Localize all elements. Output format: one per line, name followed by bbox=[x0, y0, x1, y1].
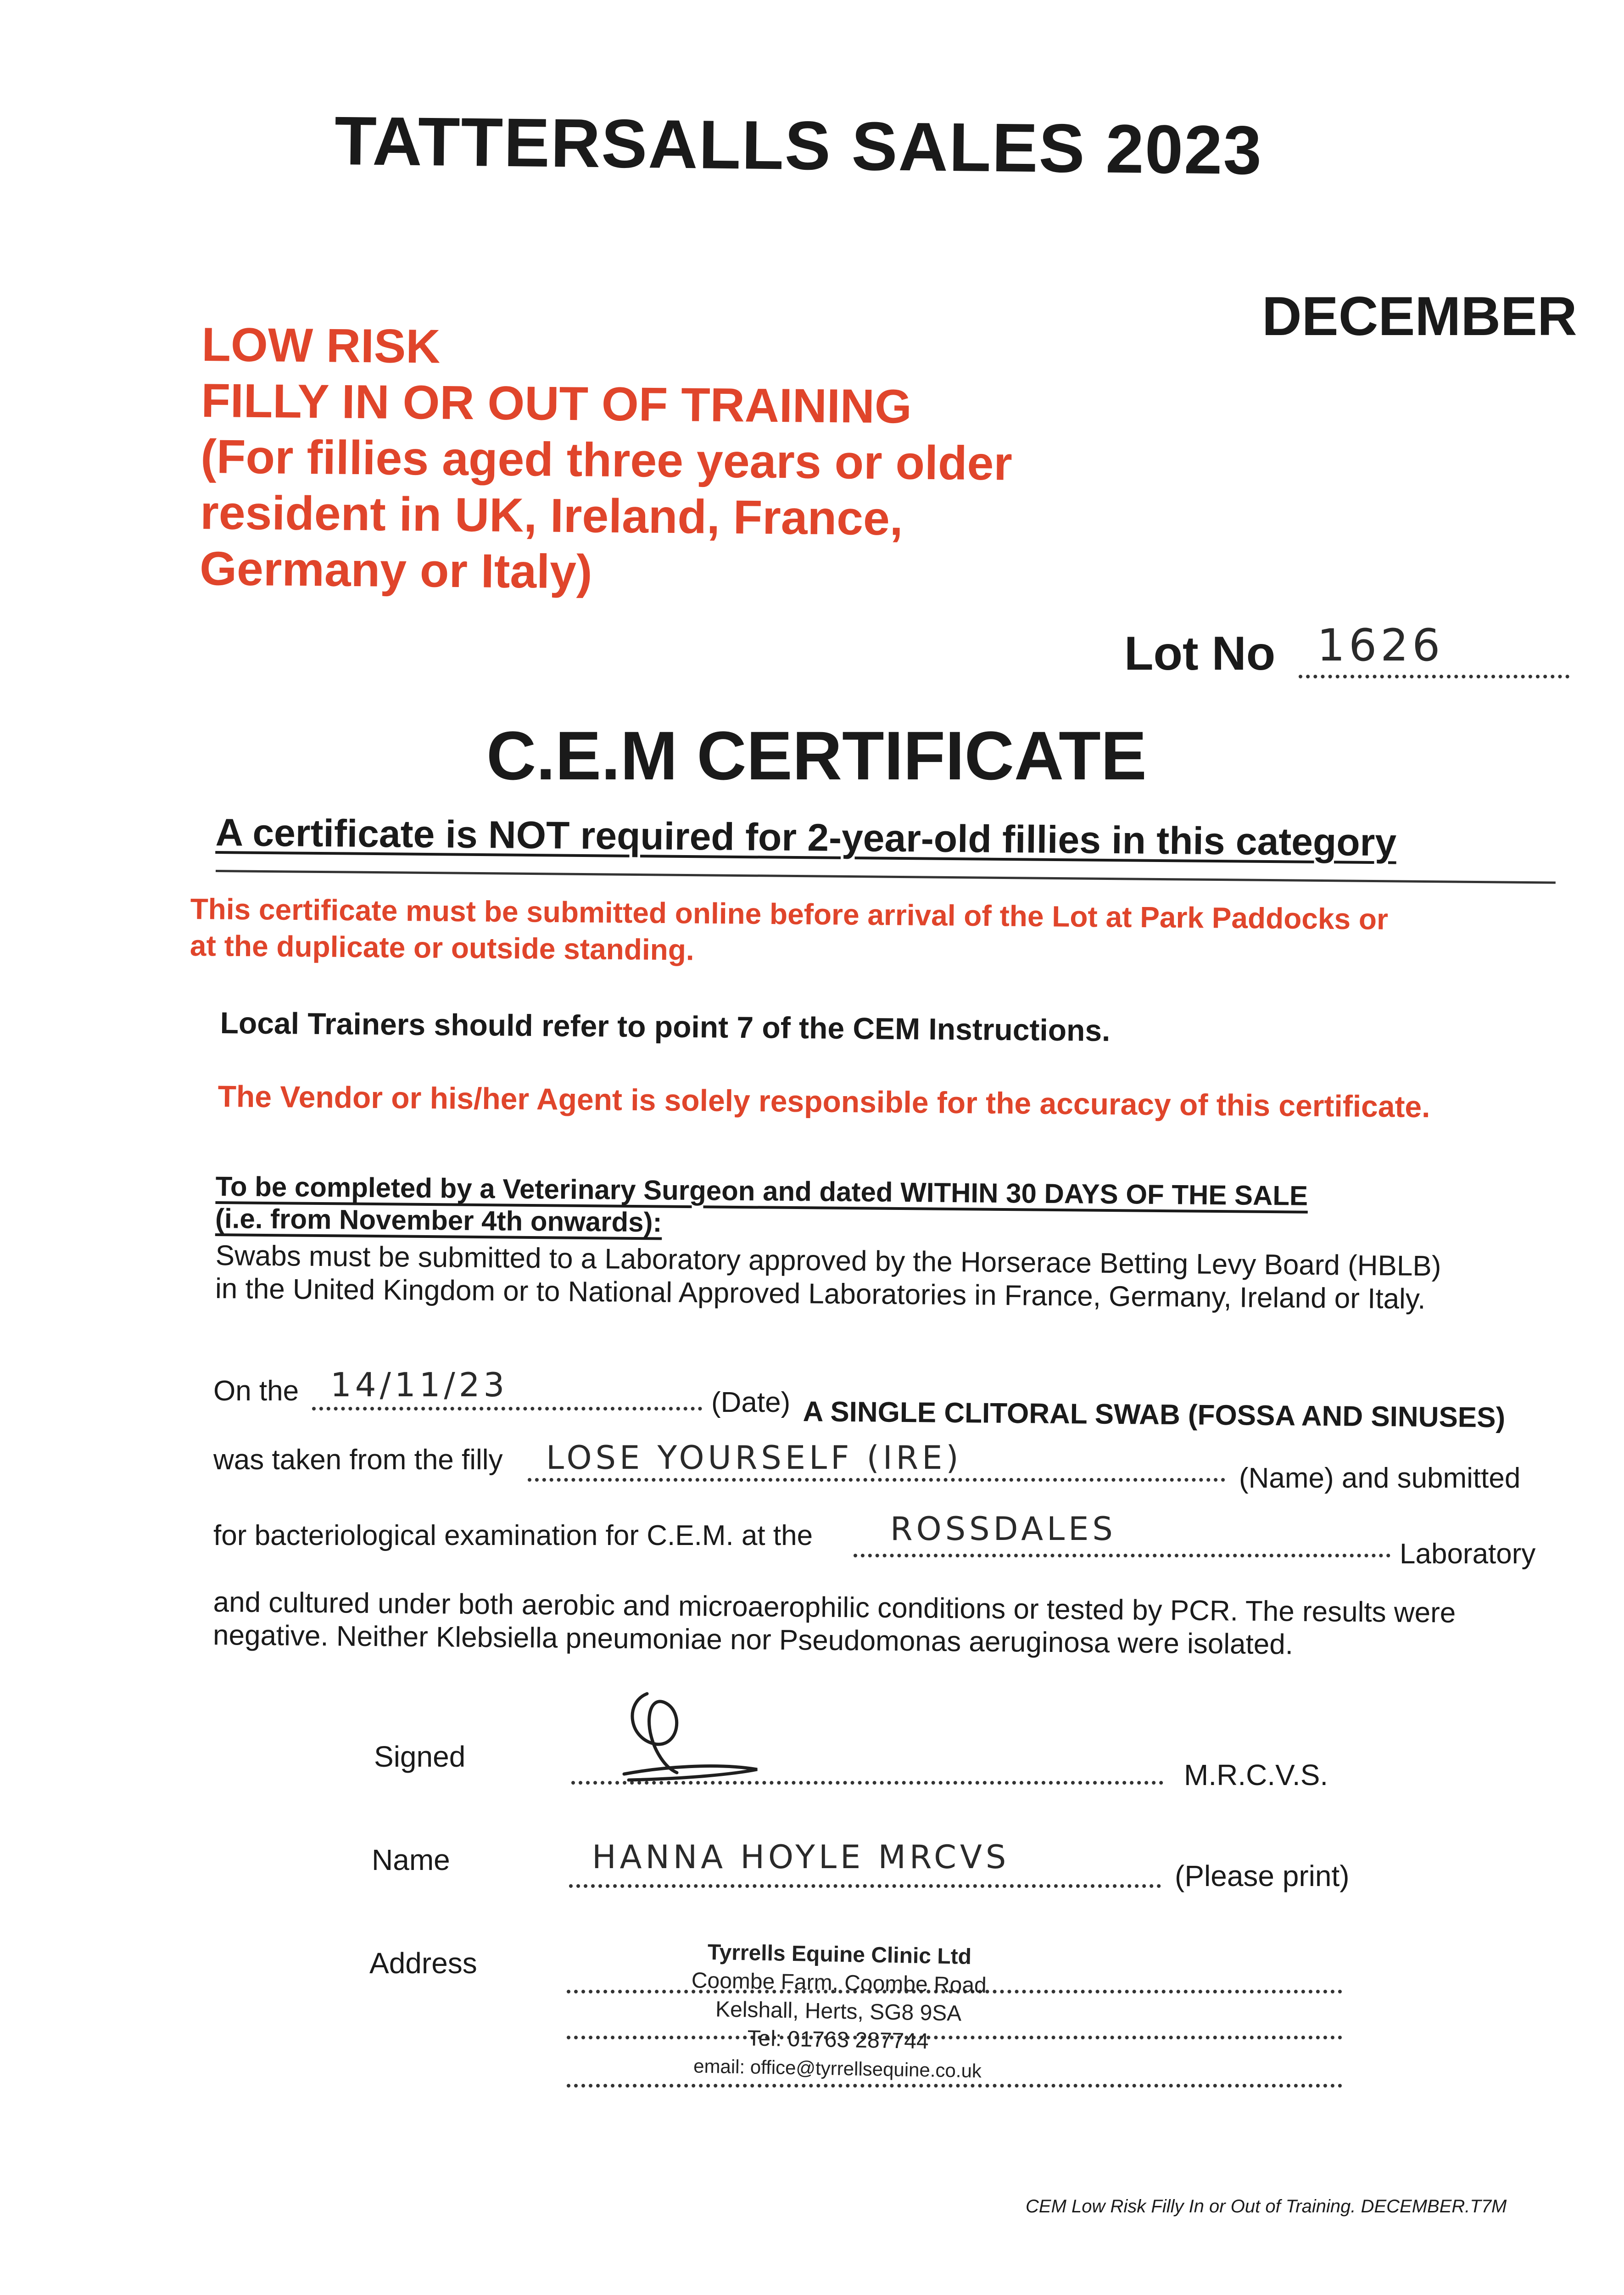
lab-suffix: Laboratory bbox=[1400, 1538, 1536, 1570]
submit-notice bbox=[190, 890, 1389, 974]
signed-label: Signed bbox=[374, 1740, 466, 1773]
filly-name-field: LOSE YOURSELF (IRE) bbox=[546, 1439, 962, 1477]
stamp-line: Tyrrells Equine Clinic Ltd bbox=[707, 1940, 972, 1969]
stamp-line: email: office@tyrrellsequine.co.uk bbox=[693, 2055, 982, 2082]
date-suffix: (Date) bbox=[711, 1387, 791, 1418]
results-line: negative. Neither Klebsiella pneumoniae nor Pseudomonas aeruginosa were isolated. bbox=[212, 1619, 1294, 1661]
filly-dots bbox=[528, 1478, 1225, 1482]
signed-suffix: M.R.C.V.S. bbox=[1184, 1758, 1328, 1791]
vet-name-field: HANNA HOYLE MRCVS bbox=[592, 1838, 1010, 1876]
lot-number: 1626 bbox=[1317, 620, 1444, 671]
lot-dots bbox=[1299, 675, 1569, 678]
double-underline bbox=[216, 870, 1556, 884]
instructions-heading-line: (i.e. from November 4th onwards): bbox=[215, 1203, 662, 1238]
category-line: FILLY IN OR OUT OF TRAINING bbox=[201, 374, 912, 434]
local-trainers-note: Local Trainers should refer to point 7 of the CEM Instructions. bbox=[220, 1006, 1111, 1047]
document-title: TATTERSALLS SALES 2023 bbox=[334, 101, 1263, 189]
filly-suffix: (Name) and submitted bbox=[1239, 1462, 1521, 1494]
category-line: resident in UK, Ireland, France, bbox=[200, 486, 904, 546]
category-block bbox=[200, 317, 1014, 604]
clinic-stamp bbox=[631, 1937, 1046, 2087]
stamp-line: Kelshall, Herts, SG8 9SA bbox=[715, 1997, 962, 2026]
name-label: Name bbox=[372, 1843, 450, 1876]
lab-label: for bacteriological examination for C.E.M. at the bbox=[213, 1520, 813, 1551]
date-field: 14/11/23 bbox=[330, 1366, 508, 1404]
sale-month: DECEMBER bbox=[1262, 285, 1577, 347]
swab-description: A SINGLE CLITORAL SWAB (FOSSA AND SINUSES) bbox=[803, 1396, 1506, 1434]
submit-line: at the duplicate or outside standing. bbox=[190, 929, 694, 967]
not-required-notice: A certificate is NOT required for 2-year-old fillies in this category bbox=[215, 811, 1397, 864]
vendor-note: The Vendor or his/her Agent is solely responsible for the accuracy of this certificate. bbox=[218, 1079, 1430, 1124]
category-line: (For fillies aged three years or older bbox=[200, 430, 1013, 491]
instructions-heading bbox=[215, 1170, 1308, 1244]
lot-label: Lot No bbox=[1124, 627, 1276, 680]
address-label: Address bbox=[369, 1947, 477, 1980]
results-line: and cultured under both aerobic and microaerophilic conditions or tested by PCR. The results were bbox=[213, 1586, 1456, 1629]
instructions-body bbox=[215, 1239, 1441, 1316]
instructions-body-line: in the United Kingdom or to National Approved Laboratories in France, Germany, Ireland or Italy. bbox=[215, 1272, 1426, 1315]
results-text bbox=[213, 1586, 1456, 1663]
footer-reference: CEM Low Risk Filly In or Out of Training. DECEMBER.T7M bbox=[1026, 2196, 1507, 2217]
date-dots bbox=[312, 1407, 702, 1411]
instructions-heading-line: To be completed by a Veterinary Surgeon and dated WITHIN 30 DAYS OF THE SALE bbox=[215, 1171, 1308, 1211]
filly-label: was taken from the filly bbox=[213, 1444, 503, 1476]
name-suffix: (Please print) bbox=[1175, 1859, 1350, 1892]
laboratory-field: ROSSDALES bbox=[890, 1510, 1116, 1548]
instructions-body-line: Swabs must be submitted to a Laboratory approved by the Horserace Betting Levy Board (HBLB) bbox=[215, 1240, 1441, 1282]
category-line: LOW RISK bbox=[201, 318, 441, 374]
stamp-line: Coombe Farm, Coombe Road bbox=[691, 1968, 987, 1998]
stamp-line: Tel: 01763 287744 bbox=[747, 2026, 929, 2054]
lab-dots bbox=[854, 1554, 1390, 1557]
date-label: On the bbox=[213, 1375, 299, 1407]
submit-line: This certificate must be submitted online before arrival of the Lot at Park Paddocks or bbox=[190, 892, 1389, 936]
certificate-title: C.E.M CERTIFICATE bbox=[486, 717, 1147, 794]
category-line: Germany or Italy) bbox=[199, 542, 593, 599]
name-dots bbox=[569, 1884, 1161, 1888]
signature-mark bbox=[597, 1675, 789, 1799]
